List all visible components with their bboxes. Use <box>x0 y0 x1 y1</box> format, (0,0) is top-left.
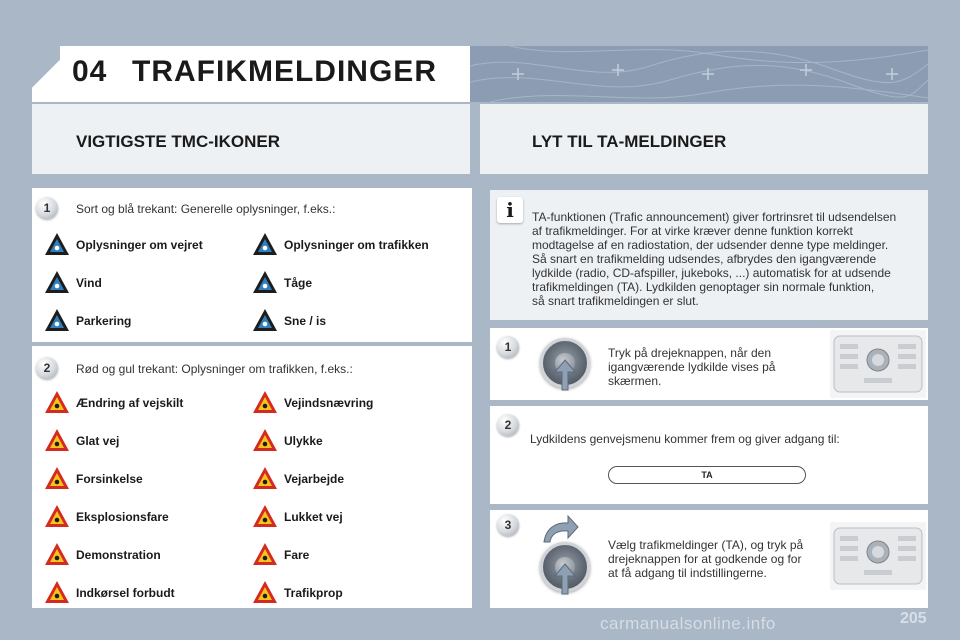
fog-icon <box>252 270 278 294</box>
watermark: carmanualsonline.info <box>600 614 776 633</box>
icon-label: Lukket vej <box>284 510 343 524</box>
left-section-title: VIGTIGSTE TMC-IKONER <box>76 132 280 151</box>
step3-line: Vælg trafikmeldinger (TA), og tryk på <box>608 538 804 552</box>
danger-icon <box>252 542 278 566</box>
icon-label: Fare <box>284 548 310 562</box>
no-entry-icon <box>44 580 70 604</box>
press-arrow-icon <box>553 562 577 596</box>
closed-road-icon <box>252 504 278 528</box>
icon-label: Vejarbejde <box>284 472 345 486</box>
icon-label: Sne / is <box>284 314 327 328</box>
icon-label: Glat vej <box>76 434 120 448</box>
chapter-title: TRAFIKMELDINGER <box>132 55 437 88</box>
chapter-number: 04 <box>72 55 108 88</box>
step2-panel <box>490 406 928 504</box>
icon-label: Vejindsnævring <box>284 396 374 410</box>
info-line: Så snart en trafikmelding udsendes, afbrydes den igangværende <box>532 252 877 266</box>
step-badge: 2 <box>36 357 58 379</box>
header-corner <box>32 46 60 102</box>
traffic-jam-icon <box>252 580 278 604</box>
ta-menu-item[interactable]: TA <box>608 466 806 484</box>
step3-line: at få adgang til indstillingerne. <box>608 566 767 580</box>
step1-line: igangværende lydkilde vises på <box>608 360 776 374</box>
info-icon: i <box>497 197 523 223</box>
info-line: trafikmeldingen (TA). Lydkilden genoptager sin normale funktion, <box>532 280 875 294</box>
header-map-graphic <box>470 46 928 102</box>
delay-icon <box>44 466 70 490</box>
icon-label: Demonstration <box>76 548 161 562</box>
rotate-arrow-icon <box>540 514 580 544</box>
step-badge: 2 <box>497 414 519 436</box>
group2-intro: Rød og gul trekant: Oplysninger om trafikken, f.eks.: <box>76 362 353 376</box>
info-line: modtagelse af en radiostation, der udsender denne type meldinger. <box>532 238 889 252</box>
info-line: så snart trafikmeldingen er slut. <box>532 294 699 308</box>
icon-label: Indkørsel forbudt <box>76 586 175 600</box>
right-section-bar <box>480 104 928 174</box>
step1-text <box>608 346 808 388</box>
accident-icon <box>252 428 278 452</box>
icon-label: Oplysninger om vejret <box>76 238 203 252</box>
icon-label: Oplysninger om trafikken <box>284 238 429 252</box>
step-badge: 3 <box>497 514 519 536</box>
step1-line: skærmen. <box>608 374 662 388</box>
step-badge: 1 <box>36 197 58 219</box>
road-narrows-icon <box>252 390 278 414</box>
traffic-info-icon <box>252 232 278 256</box>
icon-label: Eksplosionsfare <box>76 510 169 524</box>
wind-icon <box>44 270 70 294</box>
ta-info-text <box>532 210 922 308</box>
icon-label: Tåge <box>284 276 313 290</box>
icon-label: Forsinkelse <box>76 472 143 486</box>
step-badge: 1 <box>497 336 519 358</box>
step3-text <box>608 538 818 580</box>
group1-intro: Sort og blå trekant: Generelle oplysninger, f.eks.: <box>76 202 336 216</box>
radio-panel-image <box>830 522 926 590</box>
slippery-road-icon <box>44 428 70 452</box>
parking-icon <box>44 308 70 332</box>
icon-label: Ulykke <box>284 434 323 448</box>
demonstration-icon <box>44 542 70 566</box>
info-line: TA-funktionen (Trafic announcement) giver fortrinsret til udsendelsen <box>532 210 897 224</box>
icon-label: Parkering <box>76 314 132 328</box>
weather-info-icon <box>44 232 70 256</box>
icon-label: Trafikprop <box>284 586 343 600</box>
step1-line: Tryk på drejeknappen, når den <box>608 346 771 360</box>
right-section-title: LYT TIL TA-MELDINGER <box>532 132 727 151</box>
sign-change-icon <box>44 390 70 414</box>
step3-line: drejeknappen for at godkende og for <box>608 552 802 566</box>
info-line: lydkilde (radio, CD-afspiller, jukeboks, ...) automatisk for at udsende <box>532 266 891 280</box>
left-section-bar <box>32 104 470 174</box>
radio-panel-image <box>830 330 926 398</box>
press-arrow-icon <box>553 358 577 392</box>
icon-label: Ændring af vejskilt <box>76 396 184 410</box>
info-line: af trafikmeldinger. For at virke kræver denne funktion korrekt <box>532 224 853 238</box>
step2-text: Lydkildens genvejsmenu kommer frem og giver adgang til: <box>530 432 840 446</box>
icon-label: Vind <box>76 276 102 290</box>
page-number: 205 <box>900 610 927 627</box>
explosion-icon <box>44 504 70 528</box>
roadworks-icon <box>252 466 278 490</box>
snow-ice-icon <box>252 308 278 332</box>
